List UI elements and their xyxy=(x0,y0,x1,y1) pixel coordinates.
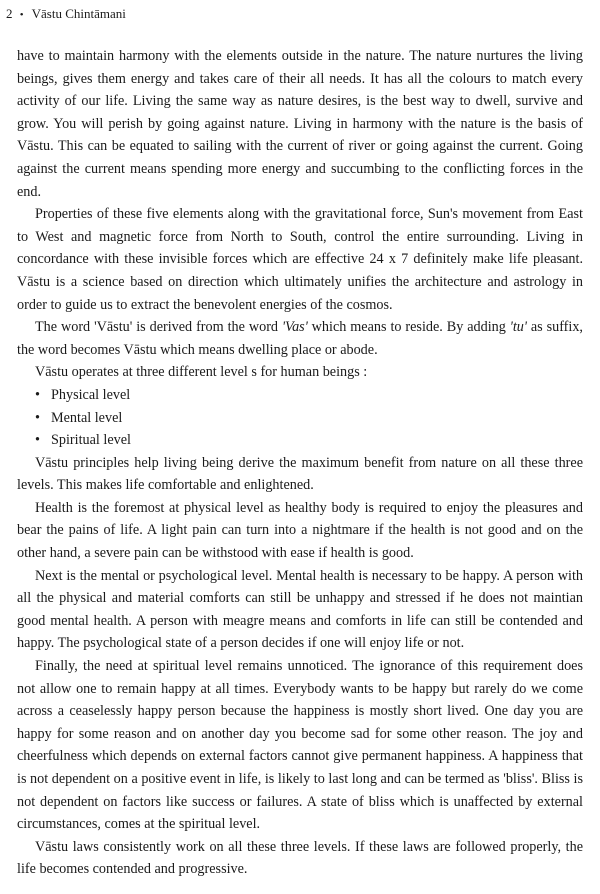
levels-list xyxy=(17,384,583,452)
paragraph-vastu-laws: Vāstu laws consistently work on all these three levels. If these laws are followed properly, the life becomes contended and progressive. xyxy=(17,838,583,878)
paragraph-word-origin xyxy=(17,316,583,361)
running-header xyxy=(6,6,126,23)
list-item xyxy=(35,384,583,407)
paragraph-five-elements: Properties of these five elements along with the gravitational force, Sun's movement from East to West and magnetic force from North to South, control the entire surrounding. Living in concordance with these invisible forces which are effective 24 x 7 definitely make life pleasant. Vāstu is a science based on direction which ultimately unifies the architecture and astrology in order to guide us to extract the benevolent energies of the cosmos. xyxy=(17,206,583,313)
paragraph-spiritual-level: Finally, the need at spiritual level remains unnoticed. The ignorance of this requirement does not allow one to remain happy at all times. Everybody wants to be happy but rarely do we come across a ceaselessly happy person because the happiness is mostly short lived. One day you are happy for some reason and on another day you become sad for some other reason. The joy and cheerfulness which depends on external factors cannot give permanent happiness. A happiness that is not dependent on a positive event in life, is likely to last long and can be termed as 'bliss'. Bliss is not dependent on factors like success or failures. A state of bliss which is unaffected by external circumstances, comes at the spiritual level. xyxy=(17,658,583,833)
header-separator: • xyxy=(19,9,24,21)
bullet-icon: • xyxy=(35,386,40,403)
list-item xyxy=(35,407,583,430)
term-vas: 'Vas' xyxy=(281,319,308,336)
paragraph-mental-level: Next is the mental or psychological level. Mental health is necessary to be happy. A person with all the physical and material comforts can still be unhappy and stressed if he does not maintian good mental health. A person with meagre means and comforts in life can still be contended and happy. The psychological state of a person decides if one will enjoy life or not. xyxy=(17,567,583,652)
word-origin-text-a: The word 'Vāstu' is derived from the word xyxy=(35,319,282,336)
list-item-label: Mental level xyxy=(51,409,123,426)
bullet-icon: • xyxy=(35,432,40,449)
book-title: Vāstu Chintāmani xyxy=(31,6,126,21)
body-text xyxy=(17,45,583,881)
paragraph-levels-intro: Vāstu operates at three different level s for human beings : xyxy=(35,364,368,381)
word-origin-text-b: which means to reside. By adding xyxy=(307,319,510,336)
list-item xyxy=(35,429,583,452)
word-origin-text-c: as suffix, the word becomes Vāstu which means dwelling place or abode. xyxy=(17,319,583,358)
list-item-label: Spiritual level xyxy=(51,432,131,449)
paragraph-physical-level: Health is the foremost at physical level as healthy body is required to enjoy the pleasures and bear the pains of life. A light pain can turn into a nightmare if the health is not good and on the other hand, a severe pain can be withstood with ease if health is good. xyxy=(17,499,583,562)
paragraph-principles: Vāstu principles help living being derive the maximum benefit from nature on all these three levels. This makes life comfortable and enlightened. xyxy=(17,454,583,494)
term-tu: 'tu' xyxy=(509,319,527,336)
paragraph-nature-harmony: have to maintain harmony with the elements outside in the nature. The nature nurtures the living beings, gives them energy and takes care of their all needs. It has all the colours to match every activity of our life. Living the same way as nature desires, is the best way to dwell, survive and grow. You will perish by going against nature. Living in harmony with the nature is the basis of Vāstu. This can be equated to sailing with the current of river or going against the current. Going against the current means spending more energy and succumbing to the conflicting forces in the end. xyxy=(17,48,583,200)
list-item-label: Physical level xyxy=(51,386,131,403)
bullet-icon: • xyxy=(35,409,40,426)
page-number: 2 xyxy=(6,6,13,21)
